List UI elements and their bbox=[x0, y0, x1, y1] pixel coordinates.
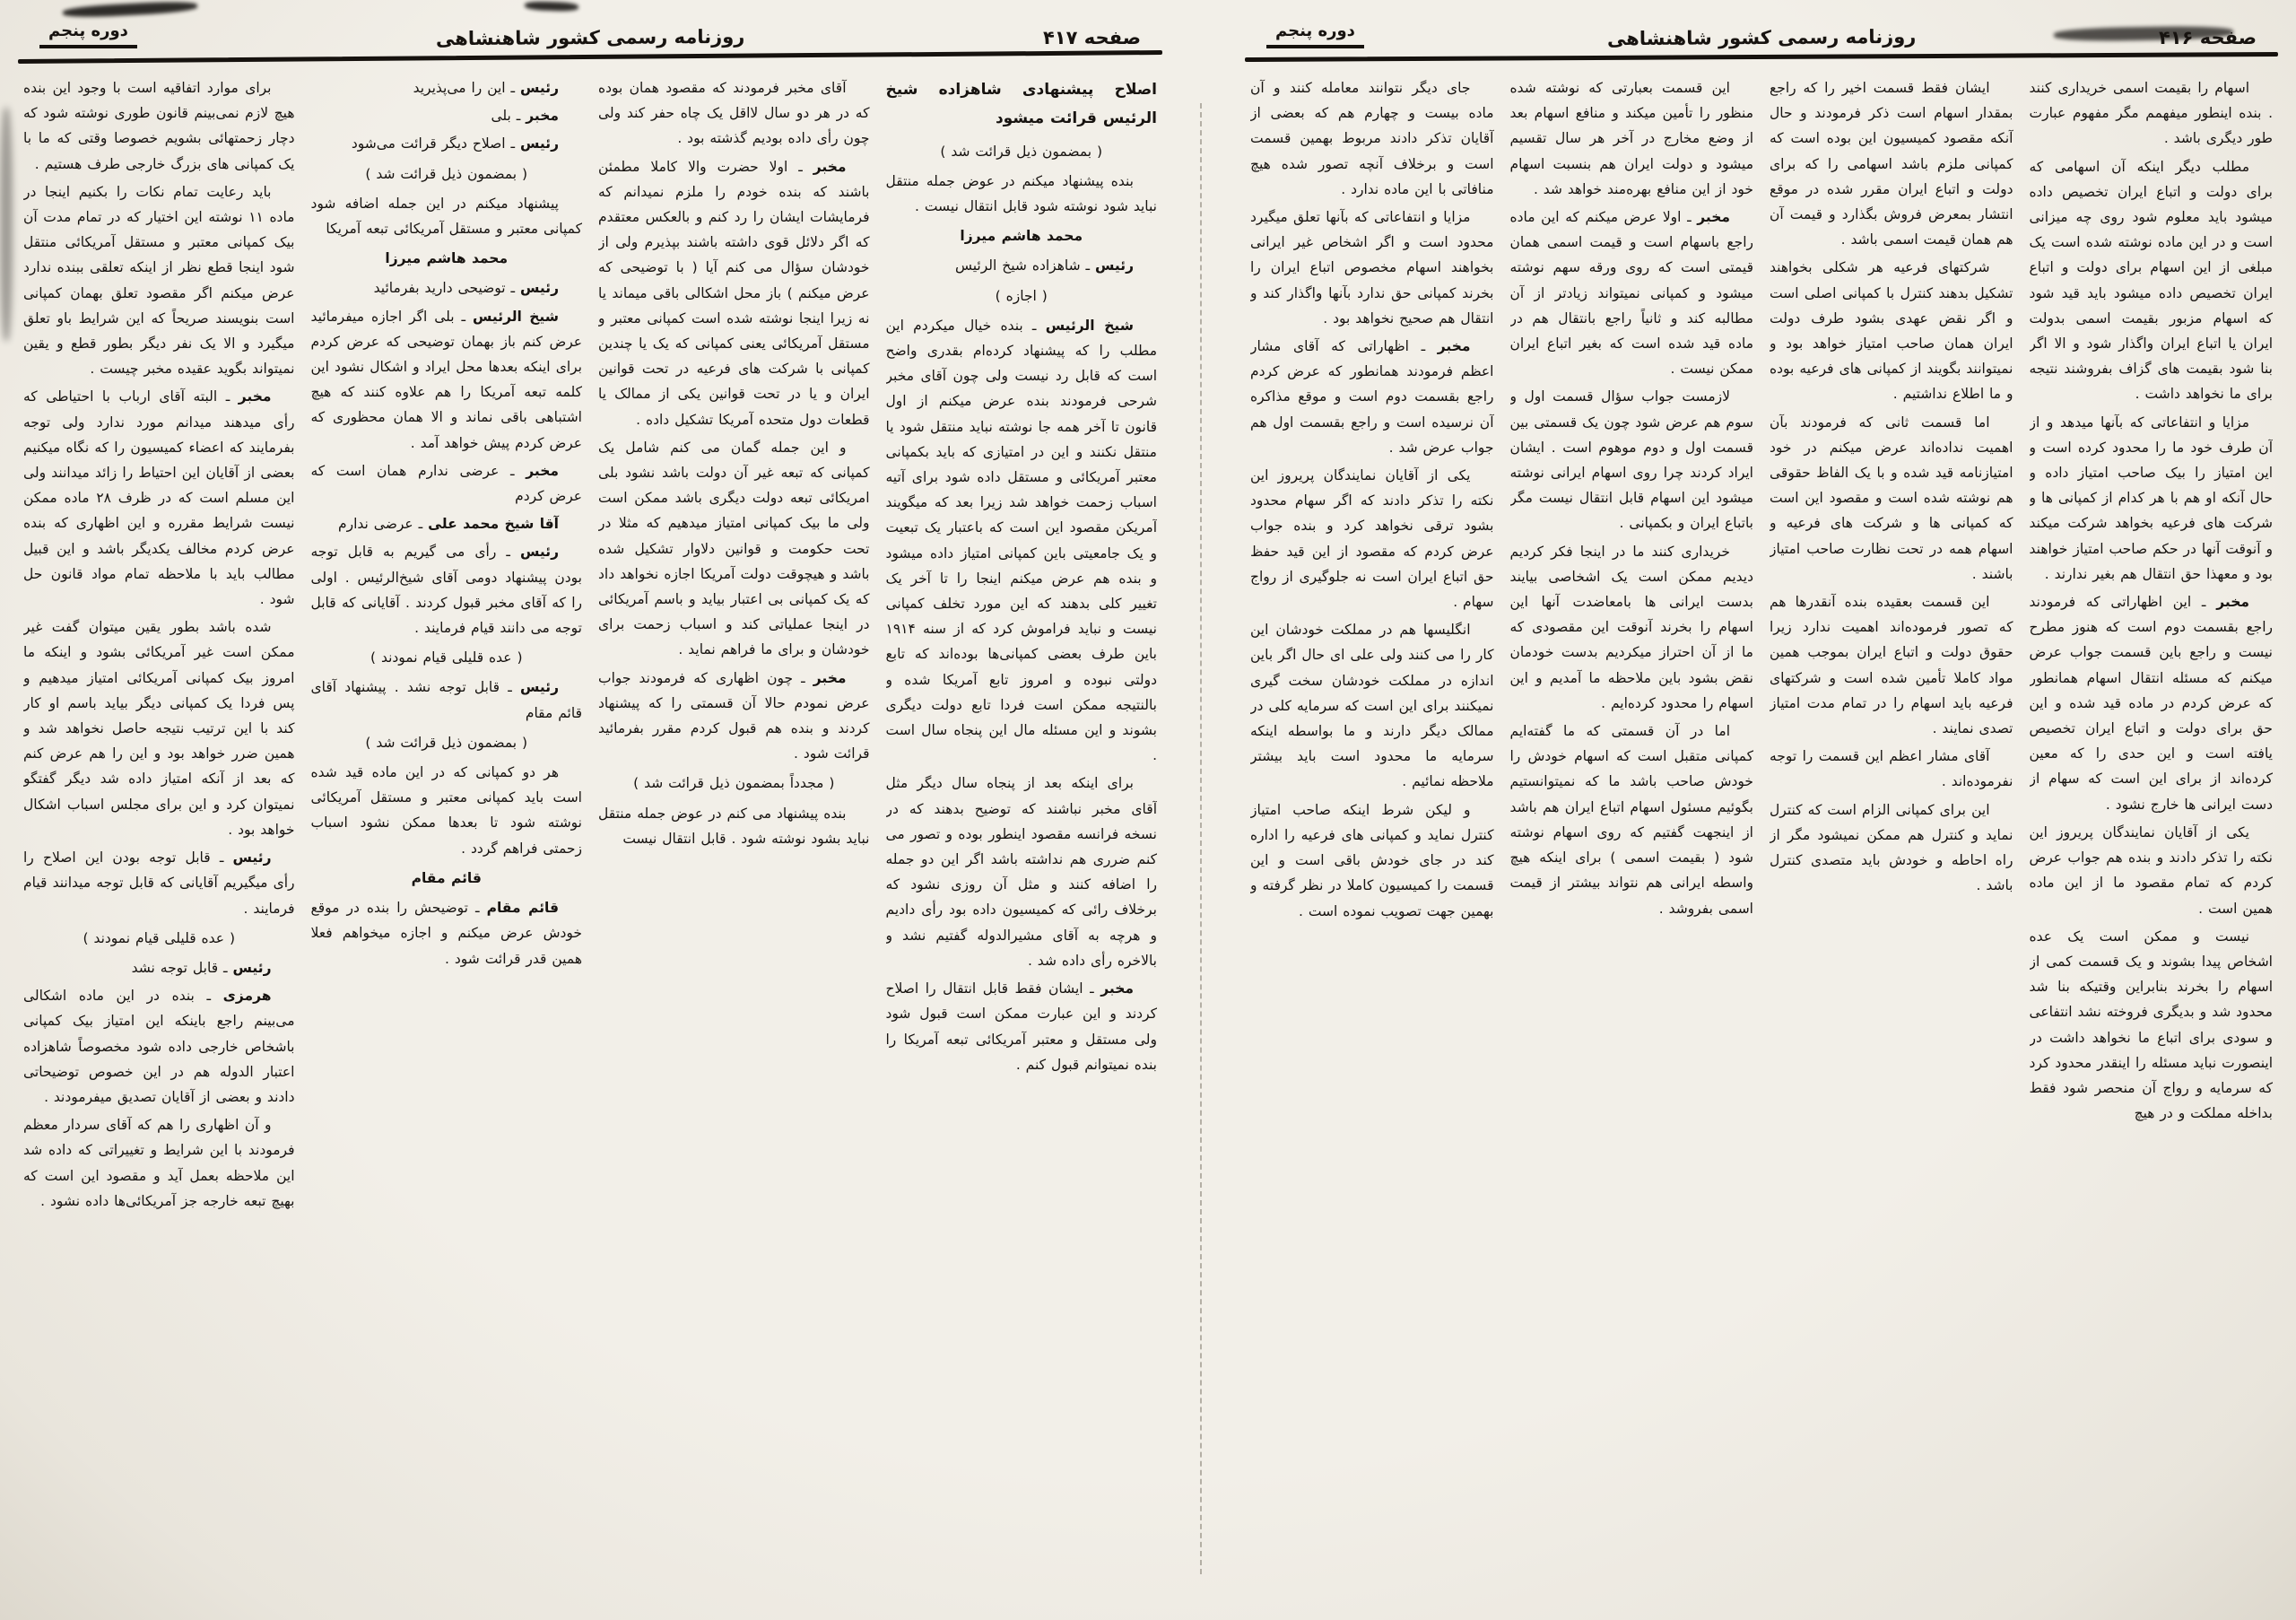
speaker-label: مخبر bbox=[1437, 338, 1471, 355]
stage-direction: ( عده قلیلی قیام نمودند ) bbox=[83, 929, 236, 946]
speech-paragraph: مخبر ـ عرضی ندارم همان است که عرض کردم bbox=[310, 462, 582, 505]
speaker-label: شیخ الرئیس bbox=[473, 308, 559, 325]
speech-paragraph: رئیس ـ شاهزاده شیخ الرئیس bbox=[954, 257, 1134, 274]
paragraph: برای اینکه بعد از پنجاه سال دیگر مثل آقای مخبر نباشند که توضیح بدهند که در نسخه فرانسه مقصود اینطور بوده و تصور می کنم ضرری هم نداشته باشد اگر این دو جمله را اضافه کنند و مثل آن روزی نشود که برخلاف رائی که کمیسیون داده بود رأی دادیم و هرچه به آقای مشیرالدوله گفتیم نشد و بالاخره رأی داده شد . bbox=[885, 775, 1157, 969]
speaker-label: رئیس bbox=[520, 80, 559, 96]
speaker-label: هرمزی bbox=[222, 988, 272, 1005]
speech-paragraph: رئیس ـ رأی می گیریم به قابل توجه بودن پیشنهاد دومی آقای شیخ‌الرئیس . اولی را که آقای مخبر قبول کردند . آقایانی که قابل توجه می دانند قیام فرمایند . bbox=[310, 544, 582, 637]
header-rule bbox=[18, 50, 1162, 64]
masthead bbox=[9, 0, 1171, 52]
paragraph: شده باشد بطور یقین میتوان گفت غیر ممکن است غیر آمریکائی بشود و اینکه ما امروز بیک کمپانی آمریکائی امتیاز میدهیم و پس فردا یک کمپانی دیگر بیاید باسم او کار کند با این ترتیب نتیجه حاصل نخواهد شد و همین ضرر خواهد بود و این را هم عرض کنم که بعد از آنکه امتیاز داده شد دیگر گفتگو نمیتوان کرد و این برای مجلس اسباب اشکال خواهد بود . bbox=[23, 619, 295, 838]
speaker-label: مخبر bbox=[2216, 594, 2249, 611]
paragraph: و این جمله گمان می کنم شامل یک کمپانی که تبعه غیر آن دولت باشد نشود بلی امریکائی تبعه دولت دیگری باشد ممکن است ولی ما بیک کمپانی امتیاز میدهیم که مثلا در تحت حکومت و قوانین دلاوار تشکیل شده باشد و هیچوقت دولت آمریکا اجازه نخواهد داد که یک کمپانی بی اعتبار بیاید و باسم آمریکائی در اینجا عملیاتی کند و اسباب زحمت برای خودشان و برای ما فراهم نماید . bbox=[598, 439, 870, 658]
column-area bbox=[1236, 70, 2287, 1546]
paragraph: نیست و ممکن است یک عده اشخاص پیدا بشوند و یک قسمت کمی از اسهام را بخرند بنابراین وقتیکه بنا شد محدود شد و بدیگری فروخته نشد انتفاعی و سودی برای اتباع ما نخواهد داشت در اینصورت نباید مسئله را اینقدر محدود کرد که سرمایه و رواج آن منحصر شود فقط بداخله مملکت و در هیچ bbox=[2029, 928, 2273, 1122]
text-column bbox=[1510, 75, 1754, 924]
speech-paragraph: رئیس ـ اصلاح دیگر قرائت می‌شود bbox=[351, 135, 559, 152]
text-column bbox=[598, 75, 870, 854]
paragraph: مطلب دیگر اینکه آن اسهامی که برای دولت و اتباع ایران تخصیص داده میشود باید معلوم شود روی چه میزانی است و در این ماده نوشته شده است یک مبلغی از این اسهام برای دولت و اتباع ایران تخصیص داده میشود باید قید شود که اسهام مزبور بقیمت اسمی بدولت ایران یا اتباع ایران واگذار شود و الا اگر بنا شود بقیمت های گزاف بفروشند نتیجه برای ما نخواهد داشت . bbox=[2029, 158, 2273, 403]
gazette-title: روزنامه رسمی کشور شاهنشاهی bbox=[435, 25, 745, 50]
speech-paragraph: مخبر ـ اولا حضرت والا کاملا مطمئن باشند که بنده خودم را ملزم نمیدانم که فرمایشات ایشان را رد کنم و بالعکس معتقدم که اگر دلائل قوی داشته باشند بپذیرم ولی از خودشان سؤال می کنم آیا ( با توضیحی که عرض میکنم ) باز محل اشکالی باقی میماند یا نه زیرا اینجا نوشته شده است کمپانی معتبر و مستقل آمریکائی یعنی کمپانی که یک یا چندین کمپانی با شرکت های فرعیه در تحت قوانین ایران و یا در تحت قوانین یکی از ممالک یا قطعات دول متحده آمریکا تشکیل داده . bbox=[598, 158, 870, 428]
speech-paragraph: آقا شیخ محمد علی ـ عرضی ندارم bbox=[338, 516, 559, 533]
section-heading: اصلاح پیشنهادی شاهزاده شیخ الرئیس قرائت میشود bbox=[885, 81, 1157, 128]
paragraph: یکی از آقایان نمایندگان پریروز این نکته را تذکر دادند و بنده هم جواب عرض کردم که تمام مقصود ما از این ماده همین است . bbox=[2029, 823, 2273, 917]
paragraph: انگلیسها هم در مملکت خودشان این کار را می کنند ولی علی ای حال اگر باین اندازه در مملکت خودشان سخت گیری نمیکنند برای این است که سرمایه کلی در ممالک دیگر دارند و ما بواسطه اینکه سرمایه ما محدود است باید بیشتر ملاحظه نمائیم . bbox=[1250, 622, 1494, 790]
speech-paragraph: رئیس ـ قابل توجه نشد bbox=[131, 959, 272, 976]
session-label: دوره پنجم bbox=[39, 22, 137, 48]
stage-direction: ( مجدداً بمضمون ذیل قرائت شد ) bbox=[633, 775, 835, 792]
speaker-label: مخبر bbox=[1697, 209, 1730, 226]
speech-paragraph: قائم مقام ـ توضیحش را بنده در موقع خودش عرض میکنم و اجازه میخواهم فعلا همین قدر قرائت شود . bbox=[310, 900, 582, 967]
speech-paragraph: مخبر ـ البته آقای ارباب با احتیاطی که رأی میدهند میدانم مورد ندارد ولی توجه بفرمایند که اعضاء کمیسیون را که نگاه میکنیم بعضی از آقایان این احتیاط را زائد میدانند ولی این مسلم است که در ظرف ۲۸ ماده ممکن نیست شرایط مقرره و این اظهاری که بنده عرض کردم مخالف یکدیگر باشد و این قبیل مطالب باید با ملاحظه تمام مواد قانون حل شود . bbox=[23, 388, 295, 608]
speaker-label: شیخ الرئیس bbox=[1045, 317, 1134, 334]
stage-direction: ( بمضمون ذیل قرائت شد ) bbox=[940, 143, 1103, 160]
speaker-label: رئیس bbox=[232, 959, 272, 976]
speaker-label: رئیس bbox=[520, 679, 559, 696]
speech-paragraph: رئیس ـ قابل توجه نشد . پیشنهاد آقای قائم مقام bbox=[310, 679, 582, 721]
paragraph: خریداری کنند ما در اینجا فکر کردیم دیدیم ممکن است یک اشخاصی بیایند بدست ایرانی ها بامعاضدت آنها این اسهام را بخرند آنوقت این مقصودی که ما از آن احتراز میکردیم بدست خودمان نقض بشود باین ملاحظه ما آمدیم و این اسهام را محدود کرده‌ایم . bbox=[1509, 543, 1753, 711]
speech-paragraph: هرمزی ـ بنده در این ماده اشکالی می‌بینم راجع باینکه این امتیاز بیک کمپانی باشخاص خارجی داده شود مخصوصاً شاهزاده اعتبار الدوله هم در این خصوص توضیحاتی دادند و بعضی از آقایان تصدیق میفرمودند . bbox=[23, 988, 295, 1105]
paragraph: آقای مخبر فرمودند که مقصود همان بوده که در هر دو سال لااقل یک چاه حفر کند ولی چون رأی داده بودیم گذشته بود . bbox=[598, 80, 870, 147]
speech-paragraph: رئیس ـ قابل توجه بودن این اصلاح را رأی میگیریم آقایانی که قابل توجه میدانند قیام فرمایند . bbox=[23, 849, 295, 917]
speaker-label: رئیس bbox=[520, 544, 559, 561]
text-column bbox=[1770, 75, 2013, 901]
speaker-label: مخبر bbox=[526, 462, 559, 479]
paragraph: ایشان فقط قسمت اخیر را که راجع بمقدار اسهام است ذکر فرمودند و حال آنکه مقصود کمیسیون این بوده است که کمپانی ملزم باشد اسهامی را که برای دولت و اتباع ایران مقرر شده در موقع انتشار بمعرض فروش بگذارد و قیمت آن هم همان قیمت اسمی باشد . bbox=[1770, 80, 2013, 248]
speech-paragraph: مخبر ـ اظهاراتی که آقای مشار اعظم فرمودند همانطور که عرض کردم راجع بقسمت دوم است و موقع مذاکره آن نرسیده است و راجع بقسمت اول هم جواب عرض شد . bbox=[1250, 338, 1494, 456]
page-fold-line bbox=[1200, 103, 1202, 1574]
paragraph: یکی از آقایان نمایندگان پریروز این نکته را تذکر دادند که اگر سهام محدود بشود ترقی نخواهد کرد و بنده جواب عرض کردم که مقصود از این قید حفظ حق اتباع ایران است نه جلوگیری از رواج سهام . bbox=[1250, 467, 1494, 611]
speaker-label: رئیس bbox=[520, 135, 559, 152]
paragraph: شرکتهای فرعیه هر شکلی بخواهند تشکیل بدهند کنترل با کمپانی اصلی است و اگر نقض عهدی بشود طرف دولت ایران همان صاحب امتیاز خواهد بود و نمیتوانند بگویند از کمپانی های فرعیه بوده و ما اطلاع نداشتیم . bbox=[1770, 259, 2013, 403]
speaker-label: مخبر bbox=[813, 669, 847, 686]
speaker-label: رئیس bbox=[232, 849, 272, 867]
text-column bbox=[1250, 75, 1494, 927]
paragraph: و لیکن شرط اینکه صاحب امتیاز کنترل نماید و کمپانی های فرعیه را اداره کند در جای خودش باقی است و این قسمت را کمیسیون کاملا در نظر گرفته و بهمین جهت تصویب نموده است . bbox=[1250, 801, 1494, 919]
paragraph: این قسمت بعقیده بنده آنقدرها هم که تصور فرموده‌اند اهمیت ندارد زیرا حقوق دولت و اتباع ایران بموجب همین مواد کاملا تأمین شده است و شرکتهای فرعیه باید اسهام را در تمام مدت امتیاز تصدی نمایند . bbox=[1770, 594, 2013, 737]
text-column bbox=[2030, 75, 2274, 1128]
column-area bbox=[9, 70, 1171, 1546]
stage-direction: ( اجازه ) bbox=[995, 287, 1048, 304]
speaker-label: رئیس bbox=[520, 280, 559, 297]
text-column bbox=[886, 75, 1158, 1080]
paragraph: هر دو کمپانی که در این ماده قید شده است باید کمپانی معتبر و مستقل آمریکائی نوشته شود تا بعدها ممکن نشود اسباب زحمتی فراهم گردد . bbox=[310, 764, 582, 857]
speaker-label: مخبر bbox=[238, 388, 272, 405]
speech-paragraph: مخبر ـ این اظهاراتی که فرمودند راجع بقسمت دوم است که هنوز مطرح نیست و راجع باین قسمت جواب عرض میکنم که مسئله انتقال اسهام همانطور که عرض کردم در ماده قید شده و این حق برای دولت و اتباع ایران تخصیص یافته است و این حدی را که معین کرده‌اند از برای این است که سهام از دست ایرانی ها خارج نشود . bbox=[2029, 594, 2273, 813]
speaker-label: مخبر bbox=[526, 108, 559, 125]
speech-paragraph: مخبر ـ بلی bbox=[491, 108, 559, 125]
speaker-label: رئیس bbox=[1095, 257, 1134, 274]
speech-paragraph: مخبر ـ چون اظهاری که فرمودند جواب عرض نمودم حالا آن قسمتی را که پیشنهاد کردند و بنده هم قبول کردم مقرر بفرمائید قرائت شود . bbox=[598, 669, 870, 762]
paragraph: باید رعایت تمام نکات را بکنیم اینجا در ماده ۱۱ نوشته این اختیار که در تمام مدت آن بیک کمپانی معتبر و مستقل آمریکائی منتقل شود اینجا قطع نظر از اینکه تعلقی ببنده ندارد عرض میکنم اگر مقصود تعلق بهمان کمپانی است بنویسند صریحاً که این شرایط باو تعلق میگیرد و الا یک نفر دیگر بطور قطع و یقین نمیتواند بگوید عقیده مخبر چیست . bbox=[23, 183, 295, 378]
header-rule bbox=[1245, 52, 2278, 62]
paragraph: اما در آن قسمتی که ما گفته‌ایم کمپانی متقبل است که اسهام خودش را خودش صاحب باشد ما که نمیتوانستیم بگوئیم مسئول اسهام اتباع ایران هم باشد از اینجهت گفتیم که روی اسهام نوشته شود ( بقیمت اسمی ) برای اینکه هیچ واسطه ایرانی هم نتواند بیشتر از قیمت اسمی بفروشد . bbox=[1509, 723, 1753, 917]
paragraph: این قسمت بعبارتی که نوشته شده منظور را تأمین میکند و منافع اسهام بعد از وضع مخارج در آخر هر سال تقسیم میشود و دولت ایران هم بنسبت اسهام خود از این منافع بهره‌مند خواهد شد . bbox=[1509, 80, 1753, 197]
speech-paragraph: رئیس ـ این را می‌پذیرید bbox=[413, 80, 559, 96]
text-column bbox=[23, 75, 295, 1216]
speaker-label: مخبر bbox=[1100, 980, 1134, 997]
paragraph: مزایا و انتفاعاتی که بآنها تعلق میگیرد محدود است و اگر اشخاص غیر ایرانی بخواهند اسهام مخصوص اتباع ایران را بخرند کمپانی حق ندارد بآنها واگذار کند و انتقال هم صحیح نخواهد بود . bbox=[1250, 209, 1494, 327]
page-number: صفحه ۴۱۷ bbox=[1042, 27, 1141, 48]
speaker-label: قائم مقام bbox=[486, 900, 559, 917]
paragraph: جای دیگر نتوانند معامله کنند و آن ماده بیست و چهارم هم که بعضی از آقایان تذکر دادند مربوط بهمین قسمت است و برخلاف آنچه تصور شده هیچ منافاتی با این ماده ندارد . bbox=[1250, 80, 1494, 197]
paragraph: و آن اظهاری را هم که آقای سردار معظم فرمودند با این شرایط و تغییراتی که داده شد این ملاحظه بعمل آید و مقصود این است که بهیچ تبعه خارجه جز آمریکائی‌ها داده نشود . bbox=[23, 1117, 295, 1209]
stage-direction: ( عده قلیلی قیام نمودند ) bbox=[370, 649, 523, 666]
paragraph: مزایا و انتفاعاتی که بآنها میدهد و از آن طرف خود ما را محدود کرده است و این امتیاز را بیک صاحب امتیاز داده و حال آنکه او هم با هر کدام از کمپانی ها و شرکت های فرعیه بخواهد شرکت میکند و آنوقت آنها در حکم صاحب امتیاز خواهند بود و معهذا حق انتقال هم بغیر ندارند . bbox=[2029, 414, 2273, 582]
paragraph: اما قسمت ثانی که فرمودند بآن اهمیت نداده‌اند عرض میکنم در خود امتیازنامه قید شده و با یک الفاظ حقوقی هم نوشته شده است و مقصود این است که کمپانی ها و شرکت های فرعیه و اسهام همه در تحت نظارت صاحب امتیاز باشند . bbox=[1770, 414, 2013, 582]
speech-paragraph: رئیس ـ توضیحی دارید بفرمائید bbox=[373, 280, 559, 297]
speaker-name: قائم مقام bbox=[411, 869, 482, 886]
paragraph: این برای کمپانی الزام است که کنترل نماید و کنترل هم ممکن نمیشود مگر از راه احاطه و خودش باید متصدی کنترل باشد . bbox=[1770, 801, 2013, 894]
session-label: دوره پنجم bbox=[1266, 22, 1364, 48]
paragraph: بنده پیشنهاد میکنم در عوض جمله منتقل نباید شود نوشته شود قابل انتقال نیست . bbox=[885, 172, 1157, 214]
speech-paragraph: مخبر ـ اولا عرض میکنم که این ماده راجع باسهام است و قیمت اسمی همان قیمتی است که روی ورقه سهم نوشته میشود و کمپانی نمیتواند زیادتر از آن مطالبه کند و ثانیاً راجع بانتقال هم در ماده قید شده است که بغیر اتباع ایران ممکن نیست . bbox=[1509, 209, 1753, 378]
text-column bbox=[311, 75, 583, 974]
paragraph: اسهام را بقیمت اسمی خریداری کنند . بنده اینطور میفهمم مگر مفهوم عبارت طور دیگری باشد . bbox=[2029, 80, 2273, 147]
paragraph: برای موارد اتفاقیه است با وجود این بنده هیچ لازم نمی‌بینم قانون طوری نوشته شود که دچار زحمتهائی بشویم خصوصا وقتی که ما با یک کمپانی های بزرگ خارجی طرف هستیم . bbox=[23, 80, 295, 172]
stage-direction: ( بمضمون ذیل قرائت شد ) bbox=[365, 165, 528, 182]
paragraph: پیشنهاد میکنم در این جمله اضافه شود کمپانی معتبر و مستقل آمریکائی تبعه آمریکا bbox=[310, 195, 582, 238]
speech-paragraph: مخبر ـ ایشان فقط قابل انتقال را اصلاح کردند و این عبارت ممکن است قبول شود ولی مستقل و معتبر آمریکائی تبعه آمریکا را بنده نمیتوانم قبول کنم . bbox=[885, 980, 1157, 1073]
speaker-label: آقا شیخ محمد علی bbox=[428, 516, 559, 533]
page-number: صفحه ۴۱۶ bbox=[2158, 27, 2257, 48]
newspaper-page-left bbox=[9, 0, 1171, 1620]
speaker-name: محمد هاشم میرزا bbox=[385, 250, 509, 267]
speaker-label: مخبر bbox=[813, 158, 847, 175]
newspaper-page-right bbox=[1236, 0, 2287, 1620]
speech-paragraph: شیخ الرئیس ـ بنده خیال میکردم این مطلب را که پیشنهاد کرده‌ام بقدری واضح است که قابل رد نیست ولی چون آقای مخبر شرحی فرمودند بنده عرض میکنم از اول قانون تا آخر همه جا نوشته نباید منتقل شود یا منتقل نکنند و این در امتیازی که باید بکمپانی معتبر آمریکائی و مستقل داده شود برای آتیه اسباب زحمت خواهد شد زیرا بعد که میگویند آمریکن مقصود این است که باعتبار یک تبعیت و یک جامعیتی باین کمپانی امتیاز داده میشود و بنده هم عرض میکنم اینجا را تا آخر یک تغییر کلی بدهند که این مورد تخلف کمپانی نیست و نباید فراموش کرد که از سنه ۱۹۱۴ باین طرف بعضی کمپانی‌ها بوده‌اند که تابع دولتی نبوده و امروز تابع آمریکا شده و بالنتیجه ممکن است فردا تابع دولت دیگری بشوند و این مسئله مال این پنجاه سال است . bbox=[885, 317, 1157, 764]
paragraph: بنده پیشنهاد می کنم در عوض جمله منتقل نباید بشود نوشته شود . قابل انتقال نیست bbox=[598, 805, 870, 847]
masthead bbox=[1236, 0, 2287, 52]
gazette-title: روزنامه رسمی کشور شاهنشاهی bbox=[1606, 25, 1917, 50]
speaker-name: محمد هاشم میرزا bbox=[960, 228, 1083, 245]
speech-paragraph: شیخ الرئیس ـ بلی اگر اجازه میفرمائید عرض کنم باز بهمان توضیحی که عرض کردم برای اینکه بعدها محل ایراد و اشکال نشود این کلمه تبعه آمریکا را هم علاوه کنند که هیچ اشتباهی باقی نماند و الا همان محظوری که عرض کردم پیش خواهد آمد . bbox=[310, 308, 582, 451]
stage-direction: ( بمضمون ذیل قرائت شد ) bbox=[365, 734, 528, 751]
paragraph: لازمست جواب سؤال قسمت اول و سوم هم عرض شود چون یک قسمتی بین قسمت اول و دوم موهوم است . ایشان ایراد کردند چرا روی اسهام ایرانی نوشته میشود این اسهام قابل انتقال نیست مگر باتباع ایران و بکمپانی . bbox=[1509, 388, 1753, 532]
paragraph: آقای مشار اعظم این قسمت را توجه نفرموده‌اند . bbox=[1770, 748, 2013, 790]
